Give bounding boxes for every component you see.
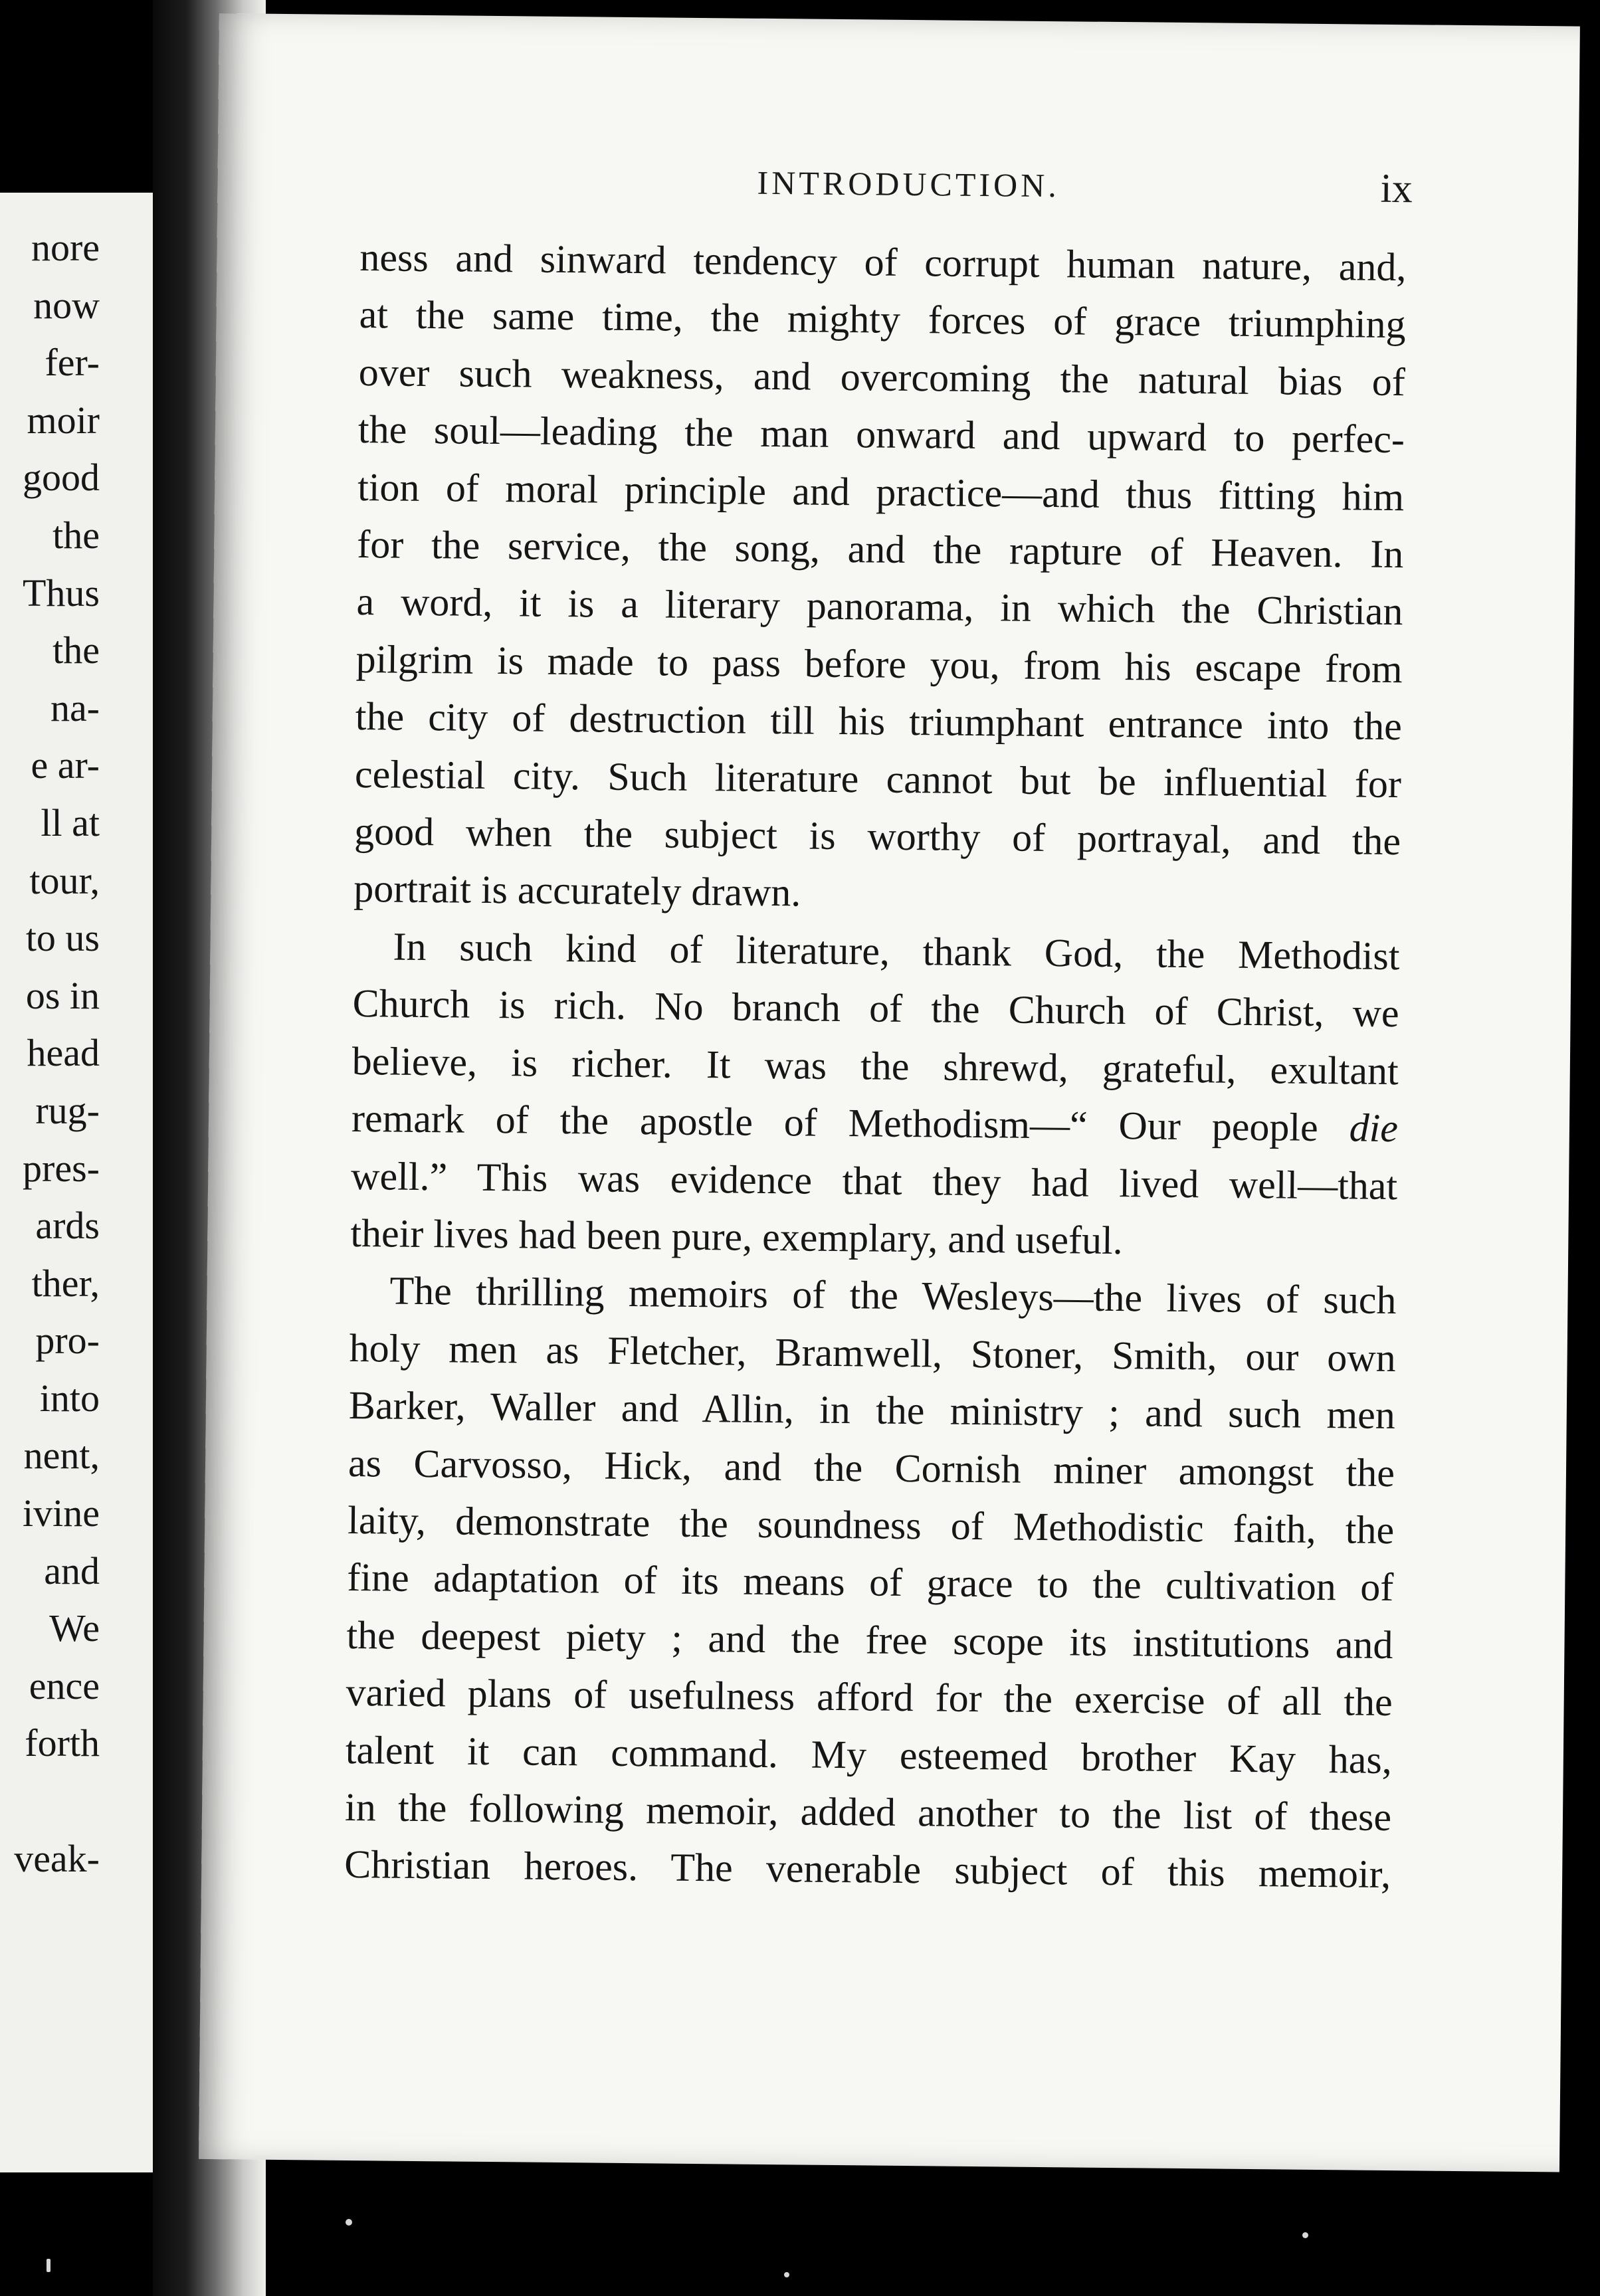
previous-page-line-fragment: ther, bbox=[31, 1261, 100, 1305]
current-page bbox=[199, 13, 1580, 2172]
scan-speck bbox=[1302, 2232, 1308, 2238]
scan-speck bbox=[47, 2259, 50, 2272]
text-line: believe, is richer. It was the shrewd, grateful, exultant bbox=[351, 1038, 1399, 1093]
running-head: INTRODUCTION. bbox=[757, 163, 1060, 205]
previous-page-line-fragment: pro- bbox=[35, 1319, 100, 1363]
text-line: over such weakness, and overcoming the natural bias of bbox=[358, 349, 1406, 404]
text-line: celestial city. Such literature cannot but be influential for bbox=[354, 751, 1402, 806]
previous-page-line-fragment: nore bbox=[31, 226, 100, 269]
text-line: portrait is accurately drawn. bbox=[353, 866, 801, 915]
previous-page-line-fragment: and bbox=[44, 1549, 100, 1592]
text-line: Church is rich. No branch of the Church of Christ, we bbox=[352, 981, 1399, 1036]
previous-page-line-fragment: na- bbox=[50, 686, 100, 729]
text-line: as Carvosso, Hick, and the Cornish miner amongst the bbox=[348, 1440, 1395, 1495]
text-line: Christian heroes. The venerable subject of this memoir, bbox=[344, 1842, 1391, 1897]
text-line: The thrilling memoirs of the Wesleys—the lives of such bbox=[389, 1268, 1397, 1323]
previous-page-line-fragment: to us bbox=[25, 916, 100, 960]
previous-page-line-fragment: head bbox=[27, 1031, 100, 1075]
text-line: their lives had been pure, exemplary, and useful. bbox=[350, 1210, 1124, 1263]
previous-page-line-fragment: ards bbox=[35, 1204, 100, 1248]
previous-page-line-fragment: ivine bbox=[23, 1491, 100, 1535]
text-line: a word, it is a literary panorama, in which the Christian bbox=[356, 579, 1403, 634]
previous-page-line-fragment: We bbox=[49, 1606, 100, 1650]
text-line: in the following memoir, added another to the list of these bbox=[344, 1784, 1392, 1840]
previous-page-line-fragment: os in bbox=[25, 973, 100, 1017]
previous-page-line-fragment: fer- bbox=[45, 341, 100, 385]
text-line: ness and sinward tendency of corrupt human nature, and, bbox=[359, 235, 1407, 290]
previous-page-line-fragment bbox=[0, 1772, 100, 1830]
previous-page-line-fragment: good bbox=[23, 456, 100, 500]
previous-page-line-fragment: tour, bbox=[29, 858, 100, 902]
text-line: the deepest piety ; and the free scope its institutions and bbox=[346, 1612, 1393, 1667]
previous-page-line-fragment: ll at bbox=[41, 801, 100, 844]
text-line: fine adaptation of its means of grace to the cultivation of bbox=[347, 1555, 1394, 1610]
text-line: for the service, the song, and the rapture of Heaven. In bbox=[357, 522, 1404, 577]
text-line: varied plans of usefulness afford for the exercise of all the bbox=[346, 1670, 1393, 1725]
previous-page-line-fragment: veak- bbox=[14, 1836, 100, 1880]
text-line: the soul—leading the man onward and upward to perfec- bbox=[357, 407, 1405, 462]
previous-page-line-fragment: nent, bbox=[23, 1434, 100, 1478]
text-line: the city of destruction till his triumphant entrance into the bbox=[355, 694, 1403, 749]
page-body-text bbox=[344, 229, 1407, 1903]
page-number: ix bbox=[1380, 165, 1413, 212]
text-line: good when the subject is worthy of portrayal, and the bbox=[353, 809, 1401, 864]
previous-page-line-fragment: Thus bbox=[23, 571, 100, 615]
text-line: holy men as Fletcher, Bramwell, Stoner, Smith, our own bbox=[349, 1325, 1396, 1380]
previous-page-line-fragment: rug- bbox=[35, 1088, 100, 1132]
previous-page-line-fragment: the bbox=[52, 513, 100, 557]
previous-page-line-fragment: the bbox=[52, 628, 100, 672]
text-line: laity, demonstrate the soundness of Methodistic faith, the bbox=[347, 1497, 1395, 1553]
previous-page-line-fragment: ence bbox=[29, 1664, 100, 1707]
text-line: well.” This was evidence that they had lived well—that bbox=[350, 1153, 1398, 1208]
text-line-main: remark of the apostle of Methodism—“ Our people bbox=[351, 1096, 1350, 1150]
text-line: Barker, Waller and Allin, in the ministry ; and such men bbox=[348, 1383, 1396, 1438]
italic-word: die bbox=[1349, 1105, 1399, 1151]
previous-page-line-fragment: moir bbox=[27, 398, 100, 442]
previous-page-line-fragment: forth bbox=[25, 1721, 100, 1765]
previous-page-text bbox=[0, 219, 100, 1887]
previous-page-line-fragment: e ar- bbox=[31, 743, 100, 787]
previous-page-line-fragment: into bbox=[39, 1376, 100, 1420]
text-line: tion of moral principle and practice—and thus fitting him bbox=[357, 464, 1405, 519]
previous-page-line-fragment: now bbox=[33, 283, 100, 327]
text-line: pilgrim is made to pass before you, from his escape from bbox=[355, 636, 1403, 691]
text-line: talent it can command. My esteemed brother Kay has, bbox=[345, 1727, 1393, 1782]
text-line bbox=[351, 1090, 1399, 1157]
text-line: at the same time, the mighty forces of grace triumphing bbox=[359, 292, 1406, 347]
previous-page-line-fragment: pres- bbox=[23, 1146, 100, 1190]
scan-speck bbox=[784, 2272, 789, 2277]
scan-speck bbox=[346, 2219, 352, 2226]
text-line: In such kind of literature, thank God, the Methodist bbox=[393, 924, 1400, 978]
